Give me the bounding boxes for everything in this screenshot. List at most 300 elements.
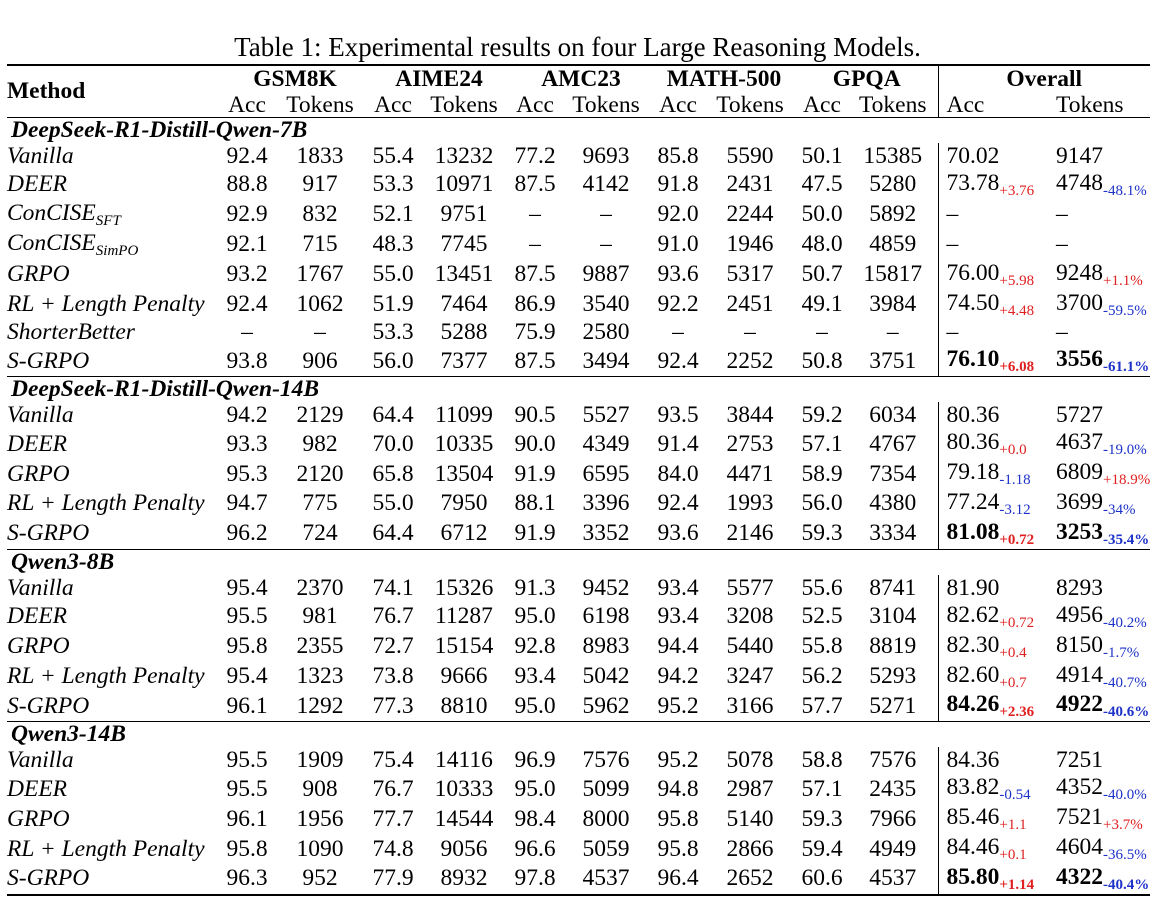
table-row	[7, 632, 1150, 662]
tokens-cell: 3494	[582, 347, 630, 374]
tokens-cell: 9887	[582, 261, 630, 288]
method-cell	[7, 834, 222, 864]
overall-tokens-cell	[1048, 260, 1150, 290]
table-row	[7, 402, 1150, 429]
overall-acc-cell	[938, 691, 1048, 721]
tokens-cell: 7576	[869, 747, 917, 774]
acc-cell: 55.0	[372, 261, 414, 288]
overall-acc-delta: +5.98	[999, 272, 1035, 289]
table-row	[7, 489, 1150, 519]
method-cell	[7, 632, 222, 662]
acc-cell: 76.7	[372, 775, 414, 802]
acc-cell: 88.1	[514, 490, 556, 517]
overall-acc-delta: +4.48	[999, 302, 1035, 319]
model-name: DeepSeek-R1-Distill-Qwen-7B	[11, 117, 308, 143]
tokens-cell: 1909	[296, 747, 344, 774]
acc-cell: 93.2	[226, 261, 268, 288]
acc-cell: 95.4	[226, 574, 268, 601]
table-row	[7, 459, 1150, 489]
overall-acc-value: 82.62	[946, 601, 1000, 628]
acc-cell: 93.8	[226, 347, 268, 374]
tokens-cell: 8000	[582, 805, 630, 832]
table-row	[7, 230, 1150, 260]
tokens-cell: 5059	[582, 835, 630, 862]
header-row-benchmarks	[7, 66, 1150, 93]
tokens-cell: 4142	[582, 171, 630, 198]
method-label: GRPO	[7, 805, 70, 832]
overall-tokens-value: 3699	[1056, 488, 1103, 515]
overall-tokens-cell	[1048, 519, 1150, 549]
overall-acc-delta: +0.0	[999, 442, 1027, 459]
acc-cell: 60.6	[801, 865, 843, 892]
tokens-cell: 1993	[726, 490, 774, 517]
method-header: Method	[7, 78, 86, 104]
method-label: S-GRPO	[7, 347, 90, 374]
tokens-cell: 2866	[726, 835, 774, 862]
acc-cell: 87.5	[514, 171, 556, 198]
acc-cell: 77.7	[372, 805, 414, 832]
tokens-cell: 1323	[296, 663, 344, 689]
method-cell	[7, 143, 222, 170]
overall-tokens-value: 8293	[1056, 574, 1103, 601]
acc-cell: 75.4	[372, 747, 414, 774]
acc-cell: 74.1	[372, 574, 414, 601]
acc-cell: 59.3	[801, 805, 843, 832]
benchmark-header: GPQA	[832, 66, 901, 92]
overall-tokens-cell	[1048, 170, 1150, 200]
tokens-cell: 15817	[863, 261, 923, 288]
overall-tokens-delta: -40.0%	[1103, 787, 1147, 804]
acc-cell: 91.0	[657, 231, 699, 258]
acc-cell: 96.1	[226, 692, 268, 719]
acc-cell: 87.5	[514, 261, 556, 288]
acc-cell: 92.2	[657, 291, 699, 318]
method-label: GRPO	[7, 460, 70, 487]
method-label: DEER	[7, 171, 68, 198]
acc-cell: 94.4	[657, 633, 699, 660]
acc-cell: 92.4	[657, 347, 699, 374]
overall-tokens-value: 7521	[1056, 804, 1103, 831]
method-label: S-GRPO	[7, 520, 90, 547]
tokens-cell: 4859	[869, 231, 917, 258]
acc-cell: 74.8	[372, 835, 414, 862]
tokens-cell: 4471	[726, 460, 774, 487]
overall-tokens-delta: -36.5%	[1103, 847, 1147, 864]
acc-cell: 95.8	[226, 835, 268, 862]
overall-tokens-cell	[1048, 459, 1150, 489]
overall-tokens-cell	[1048, 747, 1150, 774]
tokens-cell: –	[600, 231, 612, 258]
acc-cell: 96.1	[226, 805, 268, 832]
method-cell	[7, 200, 222, 230]
overall-tokens-cell	[1048, 602, 1150, 632]
acc-cell: 94.7	[226, 490, 268, 517]
acc-cell: 95.8	[226, 633, 268, 660]
overall-tokens-value: 9248	[1056, 259, 1103, 286]
acc-cell: 59.4	[801, 835, 843, 862]
tokens-cell: 8983	[582, 633, 630, 660]
overall-acc-delta: +3.76	[999, 182, 1035, 199]
overall-tokens-value: 8150	[1056, 631, 1103, 658]
tokens-cell: 5288	[440, 319, 488, 346]
acc-cell: 77.2	[514, 143, 556, 169]
tokens-cell: 2146	[726, 520, 774, 547]
acc-cell: 50.8	[801, 347, 843, 374]
overall-tokens-delta: -19.0%	[1103, 442, 1147, 459]
acc-cell: 92.8	[514, 633, 556, 660]
acc-cell: 91.4	[657, 430, 699, 457]
table-row	[7, 200, 1150, 230]
tokens-cell: 832	[302, 201, 338, 228]
acc-cell: 90.5	[514, 402, 556, 429]
overall-tokens-delta: -34%	[1103, 501, 1136, 518]
method-cell	[7, 691, 222, 721]
overall-tokens-cell	[1048, 429, 1150, 459]
acc-cell: 84.0	[657, 460, 699, 487]
tokens-cell: 1956	[296, 805, 344, 832]
tokens-cell: 3540	[582, 291, 630, 318]
overall-acc-cell	[938, 804, 1048, 834]
tokens-cell: 2451	[726, 291, 774, 318]
tokens-cell: 13232	[434, 143, 494, 169]
acc-cell: 94.2	[657, 663, 699, 689]
acc-cell: 95.0	[514, 775, 556, 802]
overall-tokens-cell	[1048, 774, 1150, 804]
tokens-cell: 2370	[296, 574, 344, 601]
table-row	[7, 429, 1150, 459]
tokens-cell: 5590	[726, 143, 774, 169]
acc-cell: 95.0	[514, 603, 556, 630]
tokens-cell: 2120	[296, 460, 344, 487]
overall-acc-cell	[938, 747, 1048, 774]
acc-cell: 64.4	[372, 402, 414, 429]
overall-acc-value: 80.36	[946, 429, 1000, 456]
tokens-cell: 3334	[869, 520, 917, 547]
tokens-cell: 10335	[434, 430, 494, 457]
overall-acc-delta: +0.7	[999, 674, 1027, 691]
tokens-cell: 5271	[869, 692, 917, 719]
method-cell	[7, 319, 222, 346]
overall-tokens-delta: -59.5%	[1103, 302, 1147, 319]
acc-cell: 48.3	[372, 231, 414, 258]
tokens-cell: 5527	[582, 402, 630, 429]
overall-tokens-cell	[1048, 346, 1150, 376]
tokens-cell: 3247	[726, 663, 774, 689]
tokens-cell: 7576	[582, 747, 630, 774]
table-row	[7, 864, 1150, 895]
overall-tokens-value: –	[1056, 231, 1068, 258]
acc-cell: 57.7	[801, 692, 843, 719]
acc-cell: –	[816, 319, 828, 346]
acc-cell: 57.1	[801, 775, 843, 802]
tokens-cell: 3844	[726, 402, 774, 429]
tokens-cell: 14544	[434, 805, 494, 832]
overall-tokens-value: 4322	[1056, 863, 1103, 890]
acc-cell: 90.0	[514, 430, 556, 457]
overall-acc-cell	[938, 519, 1048, 549]
tokens-cell: 4537	[582, 865, 630, 892]
method-label: DEER	[7, 603, 68, 630]
method-label: RL + Length Penalty	[7, 291, 205, 318]
acc-cell: 64.4	[372, 520, 414, 547]
overall-tokens-value: –	[1056, 319, 1068, 346]
tokens-cell: 5440	[726, 633, 774, 660]
overall-acc-cell	[938, 774, 1048, 804]
overall-tokens-value: 4604	[1056, 834, 1103, 861]
acc-cell: 95.8	[657, 835, 699, 862]
table-row	[7, 662, 1150, 692]
tokens-header: Tokens	[286, 92, 354, 118]
overall-acc-delta: -3.12	[999, 501, 1031, 518]
acc-cell: 56.2	[801, 663, 843, 689]
overall-tokens-delta: +18.9%	[1103, 472, 1151, 489]
method-cell	[7, 230, 222, 260]
acc-cell: 92.1	[226, 231, 268, 258]
tokens-cell: 775	[302, 490, 338, 517]
tokens-cell: 981	[302, 603, 338, 630]
acc-cell: 96.6	[514, 835, 556, 862]
overall-tokens-cell	[1048, 489, 1150, 519]
overall-tokens-cell	[1048, 632, 1150, 662]
tokens-cell: 15154	[434, 633, 494, 660]
table-row	[7, 143, 1150, 170]
acc-cell: 50.7	[801, 261, 843, 288]
acc-cell: 93.4	[514, 663, 556, 689]
model-group-header	[7, 722, 1150, 747]
acc-header: Acc	[516, 92, 554, 118]
tokens-cell: 11099	[435, 402, 493, 429]
acc-cell: 51.9	[372, 291, 414, 318]
acc-cell: 91.3	[514, 574, 556, 601]
acc-cell: 91.9	[514, 520, 556, 547]
tokens-cell: 11287	[435, 603, 493, 630]
overall-acc-value: 74.50	[946, 289, 1000, 316]
tokens-cell: 6034	[869, 402, 917, 429]
acc-cell: 94.8	[657, 775, 699, 802]
acc-cell: 70.0	[372, 430, 414, 457]
overall-acc-delta: +0.72	[999, 614, 1035, 631]
tokens-header: Tokens	[430, 92, 498, 118]
benchmark-header: MATH-500	[666, 66, 782, 92]
overall-acc-cell	[938, 402, 1048, 429]
acc-cell: 48.0	[801, 231, 843, 258]
overall-acc-value: 82.60	[946, 661, 1000, 688]
method-cell	[7, 804, 222, 834]
tokens-cell: 1767	[296, 261, 344, 288]
tokens-cell: 14116	[435, 747, 493, 774]
tokens-cell: 5962	[582, 692, 630, 719]
acc-cell: 98.4	[514, 805, 556, 832]
acc-cell: –	[241, 319, 253, 346]
acc-cell: 55.8	[801, 633, 843, 660]
acc-cell: 95.5	[226, 775, 268, 802]
tokens-cell: 5140	[726, 805, 774, 832]
tokens-cell: 13504	[434, 460, 494, 487]
acc-cell: –	[529, 231, 541, 258]
tokens-cell: 7377	[440, 347, 488, 374]
method-label: S-GRPO	[7, 692, 90, 719]
overall-acc-delta: +1.1	[999, 817, 1027, 834]
overall-tokens-value: 4748	[1056, 169, 1103, 196]
acc-cell: 87.5	[514, 347, 556, 374]
table-caption: Table 1: Experimental results on four Large Reasoning Models.	[234, 32, 921, 62]
overall-acc-cell	[938, 429, 1048, 459]
tokens-cell: 4949	[869, 835, 917, 862]
tokens-cell: 5099	[582, 775, 630, 802]
acc-cell: 55.0	[372, 490, 414, 517]
tokens-cell: 3352	[582, 520, 630, 547]
tokens-cell: 952	[302, 865, 338, 892]
method-cell	[7, 519, 222, 549]
overall-acc-delta: -0.54	[999, 787, 1031, 804]
overall-acc-value: –	[946, 319, 959, 346]
tokens-cell: 10971	[434, 171, 494, 198]
acc-cell: 77.3	[372, 692, 414, 719]
tokens-cell: 8819	[869, 633, 917, 660]
tokens-cell: 5317	[726, 261, 774, 288]
tokens-cell: 917	[302, 171, 338, 198]
acc-cell: 95.8	[657, 805, 699, 832]
overall-acc-cell	[938, 662, 1048, 692]
acc-cell: 91.9	[514, 460, 556, 487]
overall-tokens-value: 6809	[1056, 459, 1103, 486]
tokens-cell: 7354	[869, 460, 917, 487]
tokens-cell: 13451	[434, 261, 494, 288]
method-label: ConCISE	[7, 229, 96, 256]
tokens-cell: 5042	[582, 663, 630, 689]
acc-cell: 50.0	[801, 201, 843, 228]
acc-cell: 53.3	[372, 171, 414, 198]
acc-cell: 95.0	[514, 692, 556, 719]
tokens-cell: 2129	[296, 402, 344, 429]
method-cell	[7, 459, 222, 489]
overall-acc-cell	[938, 260, 1048, 290]
table-row	[7, 575, 1150, 602]
overall-acc-value: 84.46	[946, 834, 1000, 861]
benchmark-header: GSM8K	[253, 66, 337, 92]
overall-acc-value: 81.90	[946, 574, 1000, 601]
acc-cell: 58.8	[801, 747, 843, 774]
tokens-cell: 2431	[726, 171, 774, 198]
acc-cell: 47.5	[801, 171, 843, 198]
tokens-cell: 7950	[440, 490, 488, 517]
overall-tokens-delta: -40.2%	[1103, 614, 1147, 631]
acc-cell: 97.8	[514, 865, 556, 892]
tokens-cell: 1946	[726, 231, 774, 258]
acc-cell: 56.0	[801, 490, 843, 517]
table-row	[7, 519, 1150, 549]
model-group-header	[7, 550, 1150, 575]
tokens-cell: 6198	[582, 603, 630, 630]
method-label: RL + Length Penalty	[7, 663, 205, 689]
overall-acc-delta: +2.36	[999, 704, 1035, 721]
acc-cell: –	[672, 319, 684, 346]
overall-acc-delta: +0.72	[999, 531, 1035, 548]
overall-acc-delta: +1.14	[999, 876, 1035, 893]
acc-cell: 96.9	[514, 747, 556, 774]
overall-tokens-cell	[1048, 691, 1150, 721]
overall-acc-value: 85.80	[946, 863, 1000, 890]
overall-tokens-cell	[1048, 290, 1150, 320]
tokens-cell: 1090	[296, 835, 344, 862]
method-label: RL + Length Penalty	[7, 835, 205, 862]
tokens-cell: 2435	[869, 775, 917, 802]
table-row	[7, 834, 1150, 864]
tokens-cell: 7966	[869, 805, 917, 832]
table-row	[7, 290, 1150, 320]
overall-acc-value: 81.08	[946, 518, 1000, 545]
overall-acc-cell	[938, 632, 1048, 662]
overall-acc-delta: -1.18	[999, 472, 1031, 489]
results-table	[7, 64, 1150, 896]
overall-tokens-cell	[1048, 200, 1150, 230]
table-row	[7, 602, 1150, 632]
tokens-cell: 982	[302, 430, 338, 457]
acc-cell: 93.5	[657, 402, 699, 429]
tokens-header: Tokens	[572, 92, 640, 118]
tokens-cell: –	[886, 319, 899, 346]
model-name: Qwen3-8B	[11, 548, 115, 575]
overall-acc-cell	[938, 290, 1048, 320]
tokens-cell: 5078	[726, 747, 774, 774]
acc-cell: 56.0	[372, 347, 414, 374]
tokens-cell: 5293	[869, 663, 917, 689]
tokens-header: Tokens	[1056, 92, 1124, 118]
table-row	[7, 319, 1150, 346]
tokens-cell: 908	[302, 775, 338, 802]
overall-acc-cell	[938, 170, 1048, 200]
tokens-cell: 9666	[440, 663, 488, 689]
overall-tokens-cell	[1048, 230, 1150, 260]
overall-tokens-cell	[1048, 804, 1150, 834]
overall-acc-value: 70.02	[946, 143, 1000, 169]
method-cell	[7, 170, 222, 200]
tokens-cell: 9056	[440, 835, 488, 862]
overall-acc-value: –	[946, 231, 959, 258]
acc-cell: 91.8	[657, 171, 699, 198]
table-row	[7, 346, 1150, 376]
tokens-cell: 2244	[726, 201, 774, 228]
acc-cell: 73.8	[372, 663, 414, 689]
method-cell	[7, 290, 222, 320]
acc-cell: 92.4	[226, 291, 268, 318]
overall-acc-value: 79.18	[946, 459, 1000, 486]
tokens-cell: 8932	[440, 865, 488, 892]
tokens-cell: 3984	[869, 291, 917, 318]
overall-tokens-value: 3700	[1056, 289, 1103, 316]
acc-cell: 95.5	[226, 747, 268, 774]
overall-acc-cell	[938, 319, 1048, 346]
method-label: S-GRPO	[7, 865, 90, 892]
acc-cell: 92.9	[226, 201, 268, 228]
overall-tokens-value: 7251	[1056, 747, 1103, 774]
overall-tokens-value: 4352	[1056, 774, 1103, 801]
method-cell	[7, 346, 222, 376]
overall-acc-delta: +0.4	[999, 644, 1027, 661]
tokens-cell: 2355	[296, 633, 344, 660]
overall-acc-cell	[938, 602, 1048, 632]
acc-cell: 95.3	[226, 460, 268, 487]
overall-tokens-cell	[1048, 834, 1150, 864]
tokens-cell: 3166	[726, 692, 774, 719]
tokens-cell: 6595	[582, 460, 630, 487]
acc-header: Acc	[803, 92, 841, 118]
tokens-cell: –	[314, 319, 326, 346]
tokens-cell: 4537	[869, 865, 917, 892]
model-group-header	[7, 377, 1150, 402]
tokens-cell: 9693	[582, 143, 630, 169]
method-subscript: SimPO	[95, 242, 139, 259]
